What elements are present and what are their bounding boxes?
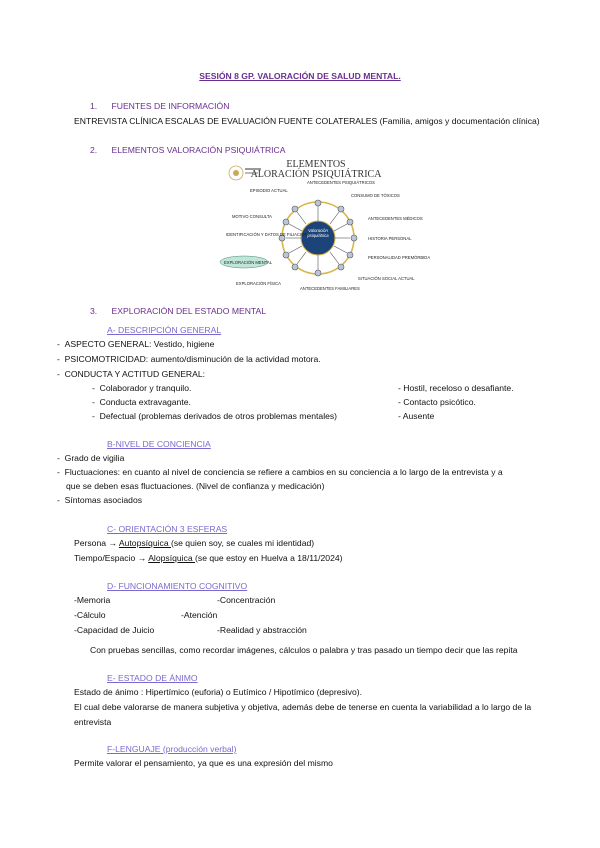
d-judgement: -Capacidad de Juicio: [74, 625, 155, 635]
b-line-3: que se deben esas fluctuaciones. (Nivel de confianza y medicación): [66, 481, 325, 491]
c-line-1-post: (se quien soy, se cuales mi identidad): [170, 538, 315, 548]
section-heading-3: 3. EXPLORACIÓN DEL ESTADO MENTAL: [90, 306, 267, 316]
diagram-label-identificacion: IDENTIFICACIÓN Y DATOS DE FILIACIÓN: [226, 232, 308, 237]
subsection-a-heading: A- DESCRIPCIÓN GENERAL: [107, 325, 222, 335]
page-title: SESIÓN 8 GP. VALORACIÓN DE SALUD MENTAL.: [199, 71, 401, 81]
diagram-label-antecedentes-familiares: ANTECEDENTES FAMILIARES: [300, 286, 360, 291]
c-line-1: [74, 539, 314, 549]
section-heading-1: 1. FUENTES DE INFORMACIÓN: [90, 101, 230, 111]
diagram-label-episodio-actual: EPISODIO ACTUAL: [250, 188, 288, 193]
d-concentration: -Concentración: [217, 595, 276, 605]
c-line-2: [74, 554, 343, 564]
psychiatric-assessment-diagram: [220, 159, 431, 298]
diagram-title-line2: ALORACIÓN PSIQUIÁTRICA: [250, 169, 382, 180]
a-behaviour-1: - Colaborador y tranquilo.: [92, 383, 192, 393]
e-line-1: Estado de ánimo : Hipertímico (euforia) o Eutímico / Hipotímico (depresivo).: [74, 687, 363, 697]
d-attention: -Atención: [181, 610, 218, 620]
a-behaviour-5: - Contacto psicótico.: [398, 397, 476, 407]
diagram-label-exploracion-mental: EXPLORACIÓN MENTAL: [224, 260, 273, 265]
a-behaviour-3: - Defectual (problemas derivados de otros problemas mentales): [92, 411, 338, 421]
d-memory: -Memoria: [74, 595, 111, 605]
b-line-1: - Grado de vigilia: [57, 453, 125, 463]
a-line-2: - PSICOMOTRICIDAD: aumento/disminución de la actividad motora.: [57, 354, 321, 364]
subsection-e-heading: E- ESTADO DE ÁNIMO: [107, 673, 198, 683]
diagram-label-motivo-consulta: MOTIVO CONSULTA: [232, 214, 272, 219]
diagram-label-situacion-social: SITUACIÓN SOCIAL ACTUAL: [358, 276, 415, 281]
a-behaviour-4: - Hostil, receloso o desafiante.: [398, 383, 514, 393]
diagram-label-historia-personal: HISTORIA PERSONAL: [368, 236, 412, 241]
c-line-1-pre: Persona →: [74, 538, 119, 548]
section-heading-2: 2. ELEMENTOS VALORACIÓN PSIQUIÁTRICA: [90, 145, 286, 155]
subsection-c-heading: C- ORIENTACIÓN 3 ESFERAS: [107, 524, 228, 534]
diagram-label-antecedentes-medicos: ANTECEDENTES MÉDICOS: [368, 216, 423, 221]
diagram-label-consumo-toxicos: CONSUMO DE TÓXICOS: [351, 193, 400, 198]
diagram-label-antecedentes-psiquiatricos: ANTECEDENTES PSIQUIÁTRICOS: [307, 180, 375, 185]
c-line-2-term: Alopsíquica: [148, 553, 196, 563]
b-line-2: - Fluctuaciones: en cuanto al nivel de conciencia se refiere a cambios en su conciencia a lo largo de la entrevista y a: [57, 467, 503, 477]
a-behaviour-2: - Conducta extravagante.: [92, 397, 191, 407]
c-line-1-term: Autopsíquica: [118, 538, 171, 548]
a-behaviour-6: - Ausente: [398, 411, 435, 421]
a-line-3: - CONDUCTA Y ACTITUD GENERAL:: [57, 369, 206, 379]
diagram-center-label: Valoración psiquiátrica: [307, 228, 329, 239]
d-note: Con pruebas sencillas, como recordar imágenes, cálculos o palabra y tras pasado un tiempo decir que las repita: [90, 645, 518, 655]
f-line-1: Permite valorar el pensamiento, ya que es una expresión del mismo: [74, 758, 333, 768]
e-line-3: entrevista: [74, 717, 112, 727]
diagram-title-line1: ELEMENTOS: [286, 159, 346, 170]
e-line-2: El cual debe valorarse de manera subjetiva y objetiva, además debe de tenerse en cuenta la variabilidad a lo largo de la: [74, 702, 532, 712]
diagram-label-exploracion-fisica: EXPLORACIÓN FÍSICA: [236, 281, 281, 286]
subsection-d-heading: D- FUNCIONAMIENTO COGNITIVO: [107, 581, 248, 591]
d-calculation: -Cálculo: [74, 610, 106, 620]
d-reality: -Realidad y abstracción: [217, 625, 307, 635]
a-line-1: - ASPECTO GENERAL: Vestido, higiene: [57, 339, 215, 349]
b-line-4: - Síntomas asociados: [57, 495, 143, 505]
diagram-label-personalidad-premorbida: PERSONALIDAD PREMÓRBIDA: [368, 255, 431, 260]
section-1-body: ENTREVISTA CLÍNICA ESCALAS DE EVALUACIÓN FUENTE COLATERALES (Familia, amigos y documentación clínica): [74, 116, 540, 126]
c-line-2-post: (se que estoy en Huelva a 18/11/2024): [195, 553, 343, 563]
subsection-f-heading: F-LENGUAJE (producción verbal): [107, 744, 237, 754]
c-line-2-pre: Tiempo/Espacio →: [74, 553, 149, 563]
subsection-b-heading: B-NIVEL DE CONCIENCIA: [107, 439, 211, 449]
